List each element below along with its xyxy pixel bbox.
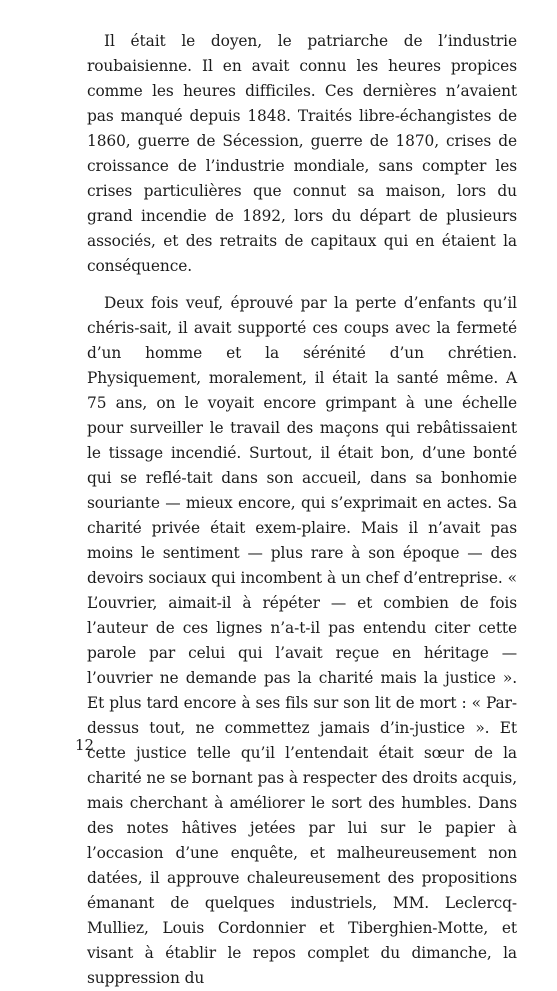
page-number: 12 [75, 736, 95, 754]
body-text [87, 29, 517, 991]
paragraph-2: Deux fois veuf, éprouvé par la perte d’enfants qu’il chéris-sait, il avait supporté ces coups avec la fermeté d’un homme et la sérénité d’un chrétien. Physiquement, moralement, il était la santé même. A 75 ans, on le voyait encore grimpant à une échelle pour surveiller le travail des maçons qui rebâtissaient le tissage incendié. Surtout, il était bon, d’une bonté qui se reflé-tait dans son accueil, dans sa bonhomie souriante — mieux encore, qui s’exprimait en actes. Sa charité privée était exem-plaire. Mais il n’avait pas moins le sentiment — plus rare à son époque — des devoirs sociaux qui incombent à un chef d’entreprise. « L’ouvrier, aimait-il à répéter — et combien de fois l’auteur de ces lignes n’a-t-il pas entendu citer cette parole par celui qui l’avait reçue en héritage — l’ouvrier ne demande pas la charité mais la justice ». Et plus tard encore à ses fils sur son lit de mort : « Par-dessus tout, ne commettez jamais d’in-justice ». Et cette justice telle qu’il l’entendait était sœur de la charité ne se bornant pas à respecter des droits acquis, mais cherchant à améliorer le sort des humbles. Dans des notes hâtives jetées par lui sur le papier à l’occasion d’une enquête, et malheureusement non datées, il approuve chaleureusement des propositions émanant de quelques industriels, MM. Leclercq-Mulliez, Louis Cordonnier et Tiberghien-Motte, et visant à établir le repos complet du dimanche, la suppression du [87, 294, 517, 987]
paragraph-1: Il était le doyen, le patriarche de l’industrie roubaisienne. Il en avait connu les heures propices comme les heures difficiles. Ces dernières n’avaient pas manqué depuis 1848. Traités libre-échangistes de 1860, guerre de Sécession, guerre de 1870, crises de croissance de l’industrie mondiale, sans compter les crises particulières que connut sa maison, lors du grand incendie de 1892, lors du départ de plusieurs associés, et des retraits de capitaux qui en étaient la conséquence. [87, 32, 517, 275]
